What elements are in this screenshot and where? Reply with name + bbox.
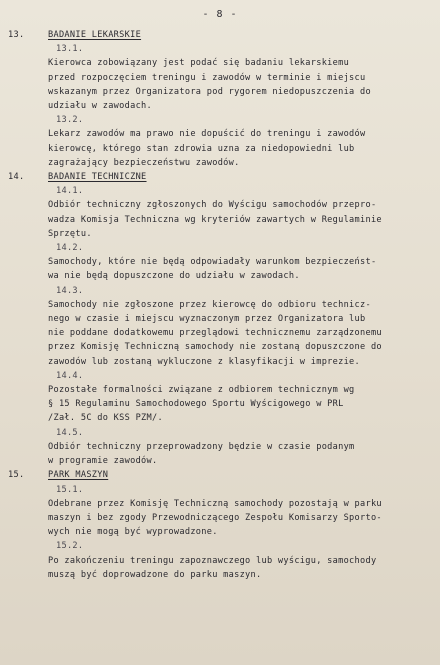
subsection-number: 14.2. [56,243,84,254]
text-line: Pozostałe formalności związane z odbiorem technicznym wg [48,385,355,396]
text-line: Odbiór techniczny przeprowadzony będzie w czasie podanym [48,441,355,452]
text-line: przed rozpoczęciem treningu i zawodów w terminie i miejscu [48,72,366,83]
text-line: Odbiór techniczny zgłoszonych do Wyścigu samochodów przepro- [48,200,377,211]
section-number: 14. [8,172,25,183]
text-line: Lekarz zawodów ma prawo nie dopuścić do treningu i zawodów [48,129,366,140]
subsection [48,539,432,582]
subsection-number: 15.1. [56,484,84,495]
subsection-number: 14.1. [56,186,84,197]
section-number: 13. [8,30,25,40]
text-line: udziału w zawodach. [48,101,153,112]
text-line: wskazanym przez Organizatora pod rygorem niedopuszczenia do [48,86,371,97]
text-line: wych nie mogą być wyprowadzone. [48,527,218,538]
section-heading [8,468,432,482]
text-line: wadza Komisja Techniczna wg kryteriów zawartych w Regulaminie [48,214,382,225]
text-line: zawodów lub zostaną wykluczone z klasyfikacji w imprezie. [48,356,361,367]
section-number: 15. [8,470,25,481]
text-line: w programie zawodów. [48,456,158,467]
subsection [48,426,432,469]
text-line: zagrażający bezpieczeństwu zawodów. [48,157,240,168]
subsection-number: 14.4. [56,370,84,381]
subsection-number: 15.2. [56,541,84,552]
text-line: Samochody nie zgłoszone przez kierowcę do odbioru technicz- [48,299,371,310]
subsection-text [48,198,432,241]
subsection-text [48,554,432,582]
text-line: Sprzętu. [48,228,92,239]
text-line: /Zał. 5C do KSS PZM/. [48,413,163,424]
subsection-text [48,127,432,170]
section-title: BADANIE LEKARSKIE [48,30,142,40]
section-13 [8,28,432,170]
subsection [48,184,432,241]
subsection-text [48,383,432,426]
subsection-text [48,298,432,369]
subsection [48,483,432,540]
subsection [48,42,432,113]
subsection-number: 13.1. [56,44,84,55]
text-line: maszyn i bez zgody Przewodniczącego Zespołu Komisarzy Sporto- [48,512,382,523]
subsection-text [48,56,432,113]
subsection-text [48,440,432,468]
text-line: Samochody, które nie będą odpowiadały warunkom bezpieczeńst- [48,257,377,268]
text-line: muszą być doprowadzone do parku maszyn. [48,569,262,580]
text-line: Odebrane przez Komisję Techniczną samochody pozostają w parku [48,498,382,509]
section-heading [8,170,432,184]
text-line: nie poddane dodatkowemu przeglądowi technicznemu zarządzonemu [48,328,382,339]
subsection [48,113,432,170]
subsection-text [48,255,432,283]
subsection [48,369,432,426]
section-heading [8,28,432,42]
text-line: § 15 Regulaminu Samochodowego Sportu Wyścigowego w PRL [48,399,344,410]
text-line: nego w czasie i miejscu wyznaczonym przez Organizatora lub [48,314,366,325]
subsection-number: 13.2. [56,115,84,126]
text-line: kierowcę, którego stan zdrowia uzna za niedopowiedni lub [48,143,355,154]
text-line: Kierowca zobowiązany jest podać się badaniu lekarskiemu [48,58,350,69]
section-title: BADANIE TECHNICZNE [48,172,147,183]
text-line: przez Komisję Techniczną samochody nie zostaną dopuszczone do [48,342,382,353]
text-line: wa nie będą dopuszczone do udziału w zawodach. [48,271,300,282]
section-15 [8,468,432,582]
subsection [48,284,432,369]
text-line: Po zakończeniu treningu zapoznawczego lub wyścigu, samochody [48,555,377,566]
subsection [48,241,432,284]
subsection-text [48,497,432,540]
page-number: - 8 - [202,9,238,20]
subsection-number: 14.5. [56,427,84,438]
document-body [8,28,432,582]
section-title: PARK MASZYN [48,470,109,481]
subsection-number: 14.3. [56,285,84,296]
section-14 [8,170,432,468]
